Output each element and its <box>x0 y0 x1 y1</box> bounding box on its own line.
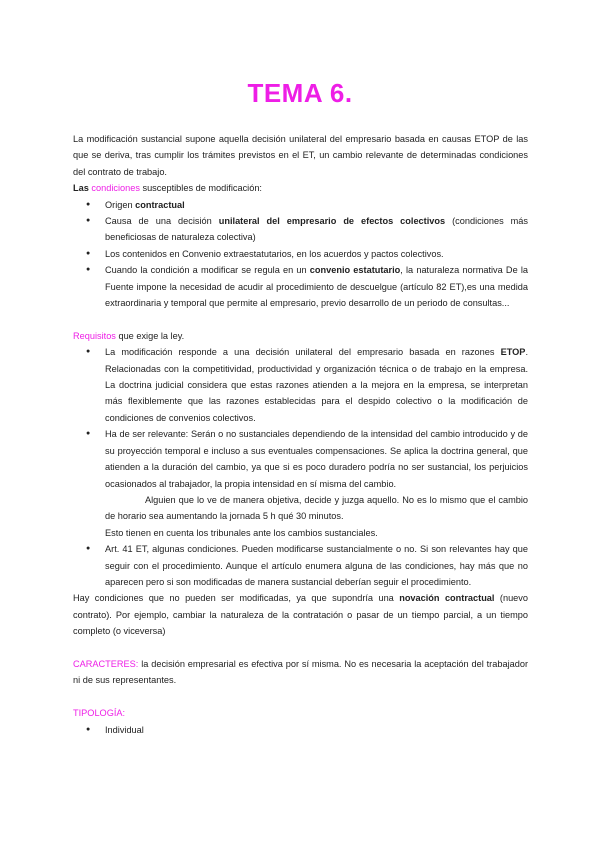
list-item: ● Los contenidos en Convenio extraestatutarios, en los acuerdos y pactos colectivos. <box>73 246 528 262</box>
note-paragraph: Alguien que lo ve de manera objetiva, decide y juzga aquello. No es lo mismo que el cambio de horario sea aumentando la jornada 5 h qué 30 minutos. <box>105 494 528 522</box>
list-item: ● Cuando la condición a modificar se regula en un convenio estatutario, la naturaleza normativa De la Fuente impone la necesidad de acudir al procedimiento de descuelgue (artículo 82 ET),es una medida extraordinaria y temporal que permite al empresario, previo desarrollo de un periodo de consultas... <box>73 262 528 311</box>
note-paragraph: Esto tienen en cuenta los tribunales ante los cambios sustanciales. <box>105 527 378 538</box>
caracteres-keyword: CARACTERES: <box>73 658 139 669</box>
list-item: ● La modificación responde a una decisión unilateral del empresario basada en razones ETOP. Relacionadas con la competitividad, productividad y organización técnica o de trabajo en la empresa. La doctrina judicial considera que estas razones atienden a la mejora en la empresa, se interpretan más flexiblemente que las razones establecidas para el despido colectivo o la modificación de condiciones de convenios colectivos. <box>73 344 528 426</box>
novacion-paragraph: Hay condiciones que no pueden ser modificadas, ya que supondría una novación contractual (nuevo contrato). Por ejemplo, cambiar la naturaleza de la contratación o pasar de un tiempo parcial, a un tiempo completo (o viceversa) <box>73 593 528 637</box>
condiciones-heading: Las condiciones susceptibles de modificación: <box>73 183 262 194</box>
list-item: ● Causa de una decisión unilateral del empresario de efectos colectivos (condiciones más beneficiosas de naturaleza colectiva) <box>73 213 528 246</box>
tipologia-keyword: TIPOLOGÍA: <box>73 708 126 719</box>
tipologia-heading <box>73 705 528 721</box>
page-title: TEMA 6. <box>247 78 353 108</box>
list-item: ● Ha de ser relevante: Serán o no sustanciales dependiendo de la intensidad del cambio introducido y de su proyección temporal e incluso a sus eventuales compensaciones. Se aplica la doctrina general, que atienden a la duración del cambio, ya que si es poco duradero podría no ser sustancial, los perjuicios ocasionados al trabajador, la propia intensidad en sí misma del cambio. Alguien que lo ve de manera objetiva, decide y juzga aquello. No es lo mismo que el cambio de horario sea aumentando la jornada 5 h qué 30 minutos. Esto tienen en cuenta los tribunales ante los cambios sustanciales. <box>73 426 528 541</box>
tipologia-list <box>73 722 528 738</box>
list-item: ● Art. 41 ET, algunas condiciones. Pueden modificarse sustancialmente o no. Si son relevantes hay que seguir con el procedimiento. Aunque el artículo enumera alguna de las condiciones, hay más que no aparecen pero si son modificadas de manera sustancial deberían seguir el procedimiento. <box>73 541 528 590</box>
condiciones-list <box>73 197 528 312</box>
requisitos-heading: Requisitos que exige la ley. <box>73 330 185 341</box>
list-item: ● Individual <box>73 722 528 738</box>
list-item: ● Origen contractual <box>73 197 528 213</box>
intro-paragraph: La modificación sustancial supone aquella decisión unilateral del empresario basada en causas ETOP de las que se deriva, tras cumplir los trámites previstos en el ET, un cambio relevante de determinadas condiciones del contrato de trabajo. <box>73 134 528 177</box>
document-body <box>73 131 528 738</box>
requisitos-list <box>73 344 528 590</box>
condiciones-keyword: condiciones <box>91 183 140 194</box>
caracteres-paragraph: CARACTERES: la decisión empresarial es efectiva por sí misma. No es necesaria la aceptación del trabajador ni de sus representantes. <box>73 658 528 686</box>
requisitos-keyword: Requisitos <box>73 330 116 341</box>
